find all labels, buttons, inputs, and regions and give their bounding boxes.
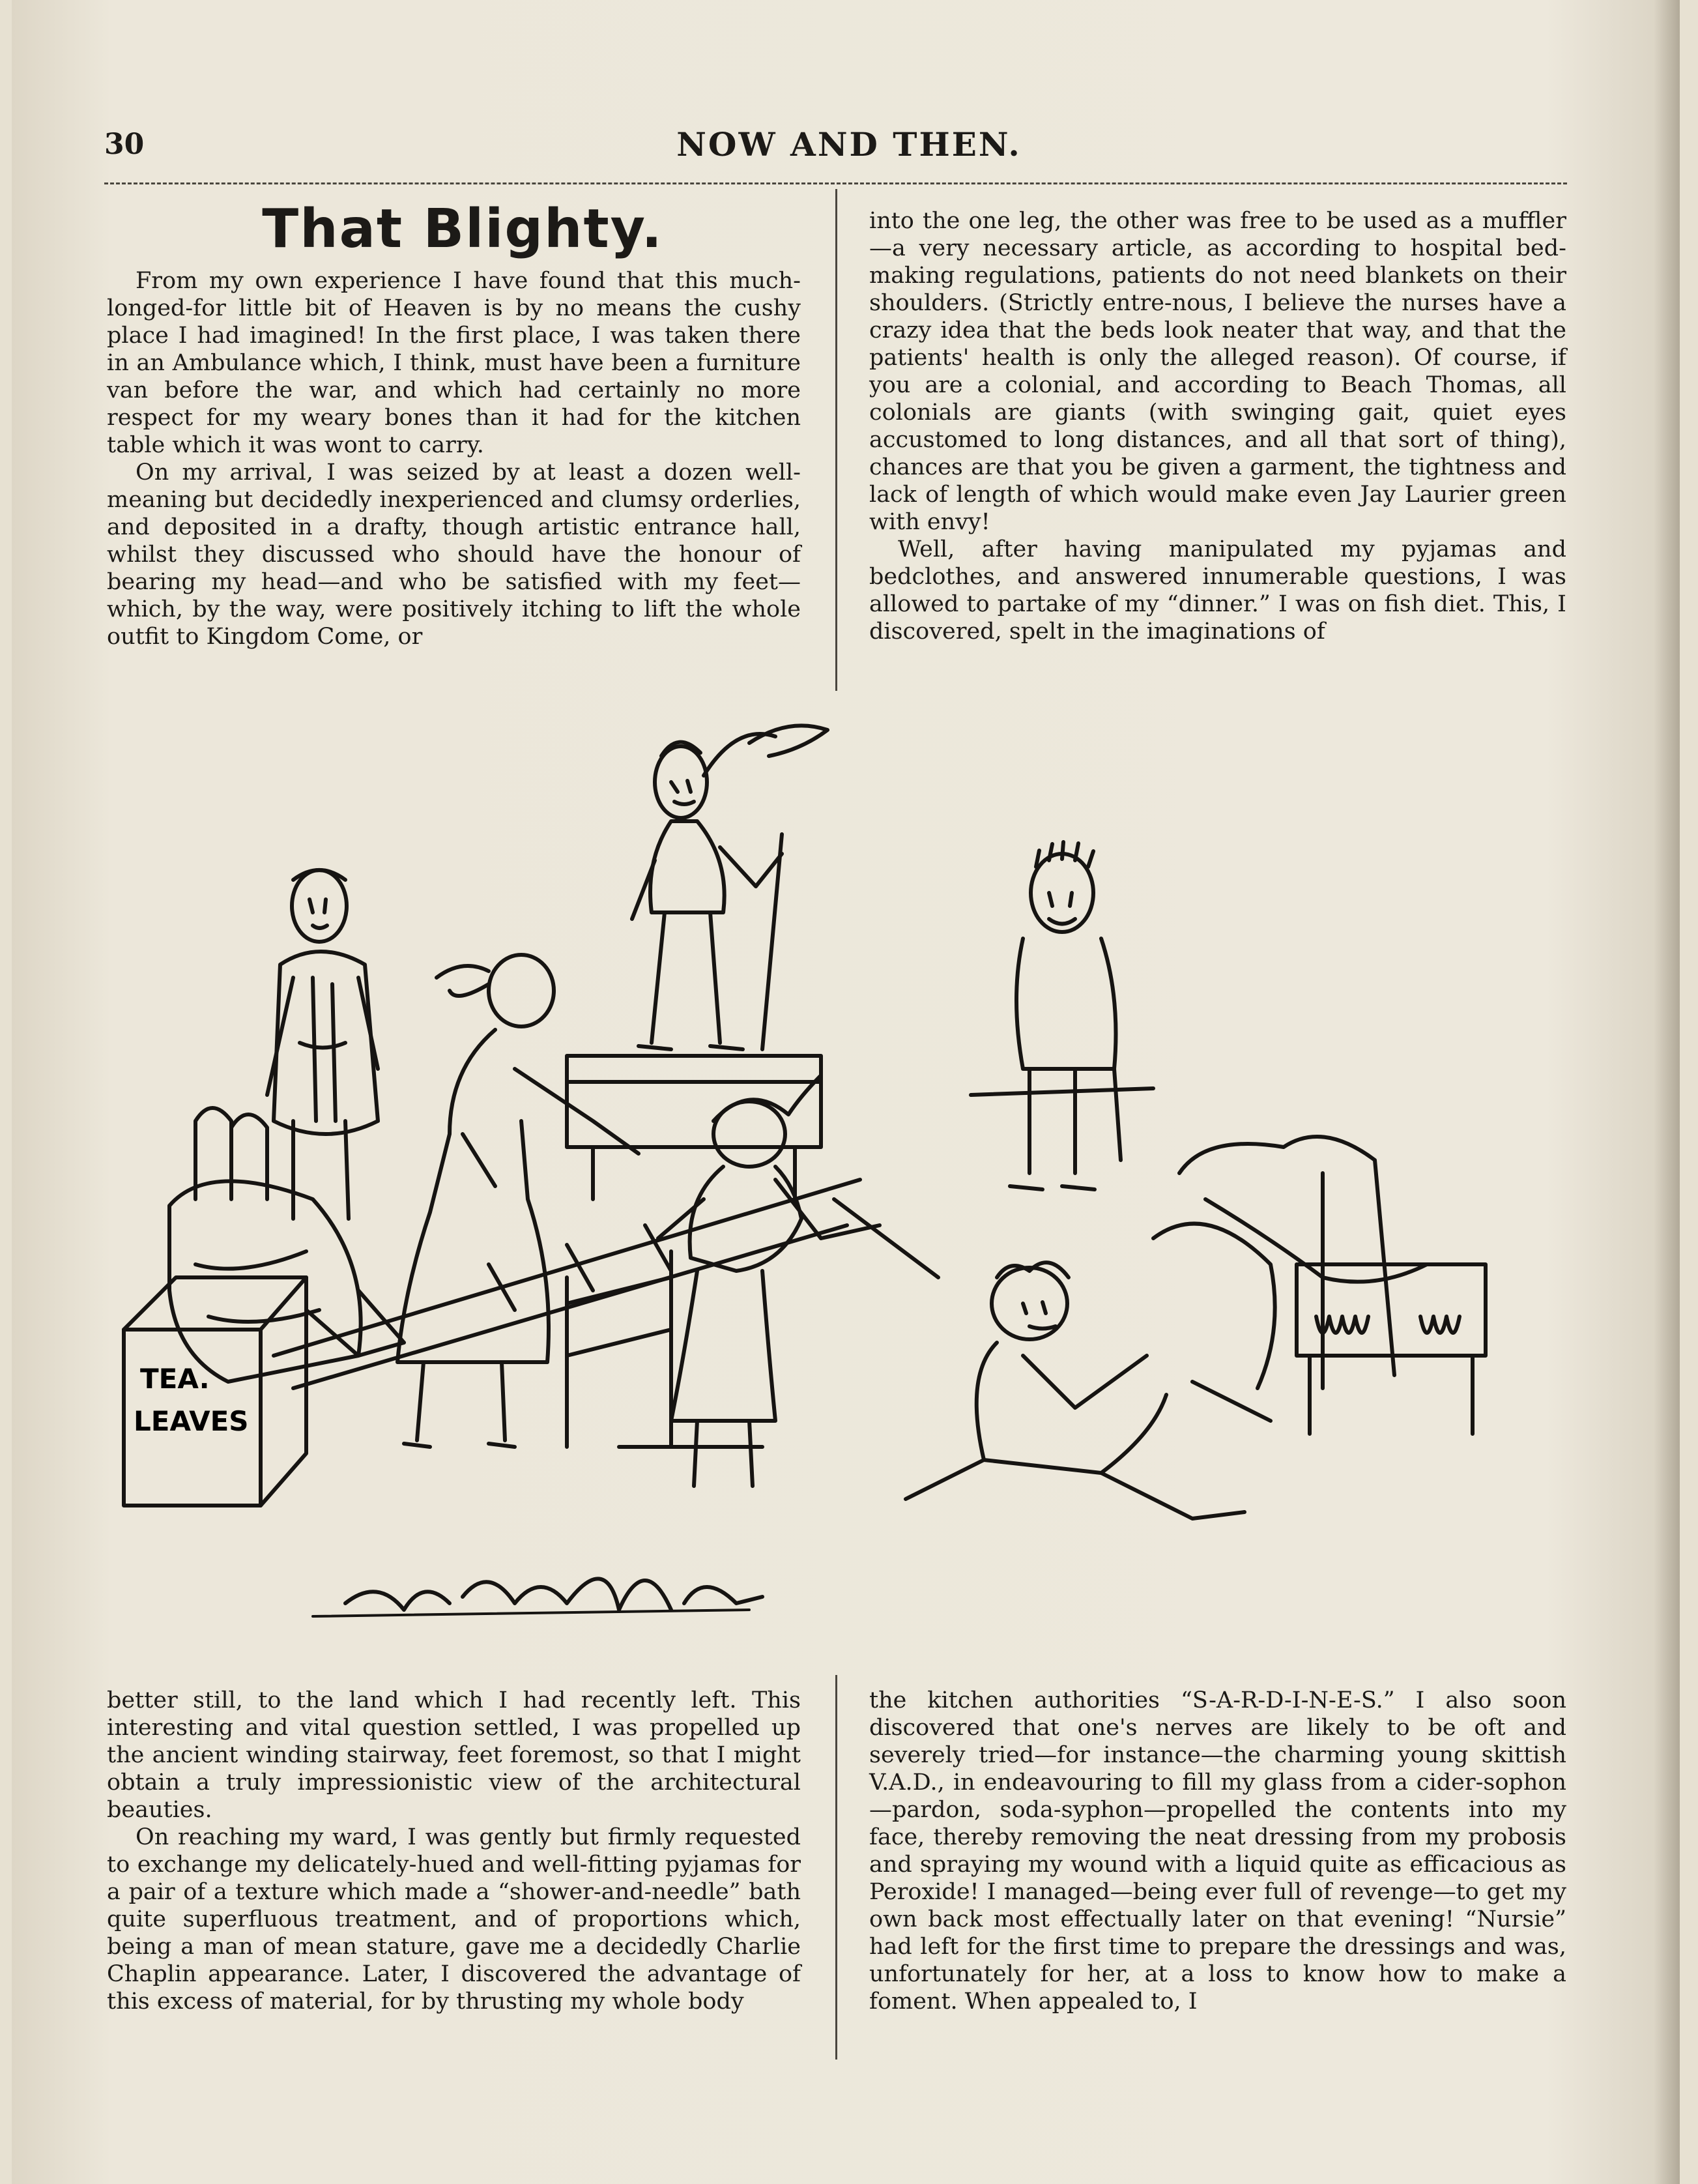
paragraph: better still, to the land which I had recently left. This interesting and vital question settled, I was propelled up the ancient winding stairway, feet foremost, so that I might obtain a truly impressionistic view of the architectural beauties. <box>107 1687 801 1823</box>
paragraph: into the one leg, the other was free to be used as a muffler—a very necessary article, as according to hospital bed-making regulations, patients do not need blankets on their shoulders. (Strictly entre-nous, I believe the nurses have a crazy idea that the beds look neater that way, and that the patients' health is only the alleged reason). Of course, if you are a colonial, and according to Beach Thomas, all colonials are giants (with swinging gait, quiet eyes accustomed to long distances, and all that sort of thing), chances are that you be given a garment, the tightness and lack of length of which would make even Jay Laurier green with envy! <box>869 208 1566 535</box>
text-column-top-left <box>107 267 801 650</box>
column-divider-top <box>835 189 837 691</box>
text-column-top-right <box>869 207 1566 645</box>
article-title: That Blighty. <box>262 198 663 260</box>
cartoon-illustration <box>98 704 1577 1675</box>
hospital-bed-left <box>169 1108 361 1382</box>
figure-fallen-patient <box>906 1262 1271 1519</box>
header-rule <box>104 182 1567 184</box>
paragraph: Well, after having manipulated my pyjamas and bedclothes, and answered innumerable questions, I was allowed to partake of my “dinner.” I was on fish diet. This, I discovered, spelt in the imaginations of <box>869 536 1566 645</box>
paragraph: From my own experience I have found that this much-longed-for little bit of Heaven is by no means the cushy place I had imagined! In the first place, I was taken there in an Ambulance which, I think, must have been a furniture van before the war, and which had certainly no more respect for my weary bones than it had for the kitchen table which it was wont to carry. <box>107 268 801 458</box>
hospital-bed-middle <box>567 1251 762 1447</box>
figure-man-on-crate <box>632 725 827 1049</box>
figure-nurse-center <box>397 955 639 1447</box>
tea-label-line1: TEA. <box>140 1363 210 1395</box>
text-column-bottom-left <box>107 1687 801 2015</box>
paragraph: the kitchen authorities “S-A-R-D-I-N-E-S.” I also soon discovered that one's nerves are likely to be oft and severely tried—for instance—the charming young skittish V.A.D., in endeavouring to fill my glass from a cider-sophon—pardon, soda-syphon—propelled the contents into my face, thereby removing the neat dressing from my probosis and spraying my wound with a liquid quite as efficacious as Peroxide! I managed—being ever full of revenge—to get my own back most effectually later on that evening! “Nursie” had left for the first time to prepare the dressings and was, unfortunately for her, at a loss to know how to make a foment. When appealed to, I <box>869 1687 1566 2015</box>
stretcher <box>274 1180 938 1388</box>
figure-standing-patient <box>267 870 378 1219</box>
artist-signature <box>345 1579 762 1610</box>
paragraph: On reaching my ward, I was gently but firmly requested to exchange my delicately-hued and well-fitting pyjamas for a pair of a texture which made a “shower-and-needle” bath quite superfluous treatment, and of proportions which, being a man of mean stature, gave me a decidedly Charlie Chaplin appearance. Later, I discovered the advantage of this excess of material, for by thrusting my whole body <box>107 1824 801 2015</box>
text-column-bottom-right <box>869 1687 1566 2015</box>
figure-nurse-right <box>658 1075 880 1486</box>
running-title: NOW AND THEN. <box>676 125 1022 164</box>
page-edge-shadow <box>1654 0 1680 2184</box>
column-divider-bottom <box>835 1675 837 2060</box>
figure-sitting-patient <box>971 842 1153 1189</box>
tea-label-line2: LEAVES <box>134 1405 249 1437</box>
page-number: 30 <box>104 128 145 161</box>
paragraph: On my arrival, I was seized by at least a dozen well-meaning but decidedly inexperienced and clumsy orderlies, and deposited in a drafty, though artistic entrance hall, whilst they discussed who should have the honour of bearing my head—and who be satisfied with my feet—which, by the way, were positively itching to lift the whole outfit to Kingdom Come, or <box>107 459 801 650</box>
